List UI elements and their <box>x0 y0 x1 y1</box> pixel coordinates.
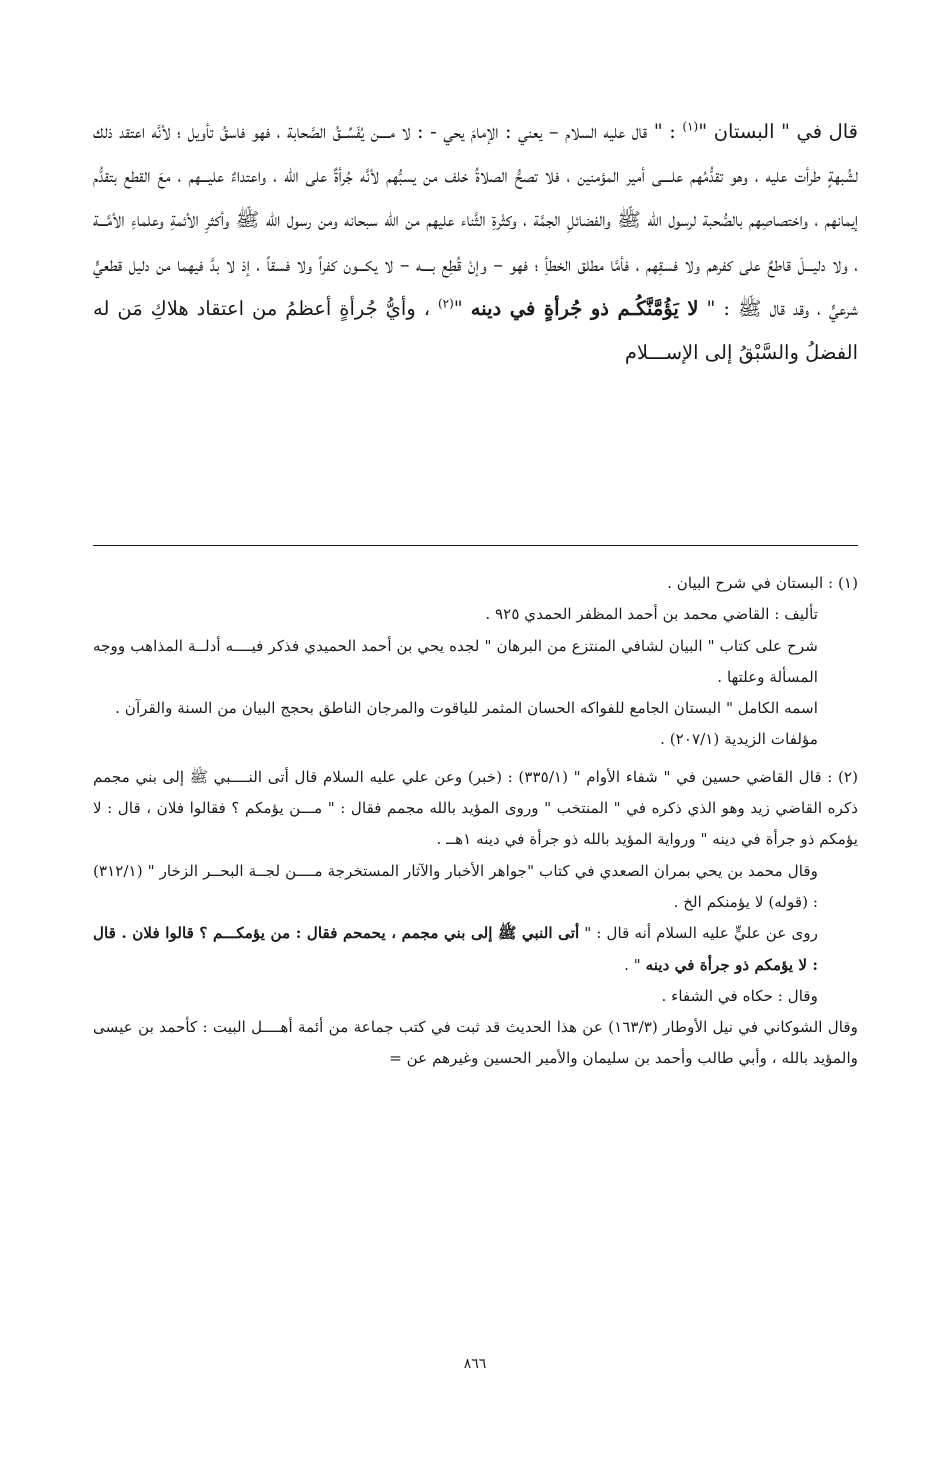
footnote-2-line <box>93 981 858 1012</box>
text-run: قال في " البستان " <box>698 120 858 143</box>
text-run: " <box>453 296 471 320</box>
footnote-2-line <box>93 762 858 856</box>
hadith-bold-text: لا يَؤُمَّنَّكُـم ذو جُرأةٍ في دينه <box>470 296 699 320</box>
footnote-2-line <box>93 918 858 981</box>
footnote-1-line: (١) : البستان في شرح البيان . <box>667 574 858 592</box>
text-run: " . <box>624 955 646 974</box>
footnote-1-line: تأليف : القاضي محمد بن أحمد المظفر الحمدي ٩٢٥ . <box>485 605 818 624</box>
text-run: : " قال عليه السلام – يعني : الإمامَ يحي - : لا مــــن يُفَسِّــقُ الصَّحابة ، فهو فاسقُ تأويل ؛ لأنَّه اعتقد ذلك لشُبهةٍ طرأت عليه ، وهو تقدُّمُهم علــــى أمير المؤمنين ، فلا تصحُّ الصلاةُ خلف من يسبُّهم لأنَّه جُرأةٌ على الله ، واعتداءٌ عليـــهم ، معَ القطع بتقدُّم إيمانهم ، واختصاصِهم بالصُّحبة لرسول الله ﷺ والفضائلِ الجمَّة ، وكثْرةِ الثَّناء عليهم من الله سبحانه ومن رسول الله ﷺ وأكثرِ الأئمةِ وعلماءِ الأمَّـــة ، ولا دليـــلَ قاطعٌ على كفرهم ولا فسقِهم ، فأمَّا مطلق الخطأِ ؛ فهو – وإنْ قُطِع بــــه – لا يكـــون كفراً ولا فسقاً ، إذ لا بدَّ فيهما من دليل قطعيٍّ شرعيٍّ ، وقد قال ﷺ : " <box>93 120 858 320</box>
text-run: روى عن عليٍّ عليه السلام أنه قال : " <box>579 924 819 943</box>
text-run: وقال : حكاه في الشفاء . <box>661 986 818 1005</box>
footnote-2-line <box>93 856 858 919</box>
footnote-ref-1: (١) <box>682 119 699 134</box>
hadith-bold-text: أتى النبي ﷺ إلى بني مجمم ، يحمحم فقال : من يؤمكـــم ؟ قالوا فلان . قال : لا يؤمكم ذو جرأة في دينه <box>93 924 818 974</box>
text-run: ، وأيُّ جُرأةٍ أعظمُ من اعتقاد هلاكِ مَن له الفضلُ والسَّبْقُ إلى الإســـلام <box>93 296 858 365</box>
main-text-block <box>93 110 858 375</box>
footnote-1 <box>93 568 858 756</box>
footnote-1-line: شرح على كتاب " البيان لشافي المنتزع من البرهان " لجده يحي بن أحمد الحميدي فذكر فيــــه أدلــة المذاهب ووجه المسألة وعلتها . <box>93 636 818 686</box>
main-paragraph <box>93 110 858 375</box>
text-run: (٢) : قال القاضي حسين في " شفاء الأوام " (٣٣٥/١) : (خبر) وعن علي عليه السلام قال أتى النــــبي ﷺ إلى بني مجمم ذكره القاضي زيد وهو الذي ذكره في " المنتخب " وروى المؤيد بالله مجمم فقال : " مـــن يؤمكم ؟ فقالوا فلان ، قال : لا يؤمكم ذو جرأة في دينه " ورواية المؤيد بالله ذو جرأة في دينه ١هــ . <box>93 767 858 849</box>
page-number: ٨٦٦ <box>463 1356 487 1372</box>
footnote-1-line: اسمه الكامل " البستان الجامع للفواكه الحسان المثمر للياقوت والمرجان الناطق بحجج البيان من السنة والقرآن . <box>115 699 818 718</box>
text-run: وقال الشوكاني في نيل الأوطار (١٦٣/٣) عن هذا الحديث قد ثبت في كتب جماعة من أئمة أهــــل البيت : كأحمد بن عيسى والمؤيد بالله ، وأبي طالب وأحمد بن سليمان والأمير الحسين وغيرهم عن = <box>93 1018 858 1068</box>
footnote-ref-2: (٢) <box>437 296 454 311</box>
footnote-1-line: مؤلفات الزيدية (٢٠٧/١) . <box>660 730 818 749</box>
footnote-separator <box>93 545 858 546</box>
footnotes-section <box>93 568 858 1075</box>
text-run: وقال محمد بن يحي بمران الصعدي في كتاب "جواهر الأخبار والآثار المستخرجة مــــن لجــة البحــر الزخار " (٣١٢/١) : (قوله) لا يؤمنكم الخ . <box>93 861 818 911</box>
footnote-2-line <box>93 1012 858 1075</box>
footnote-2 <box>93 762 858 1075</box>
